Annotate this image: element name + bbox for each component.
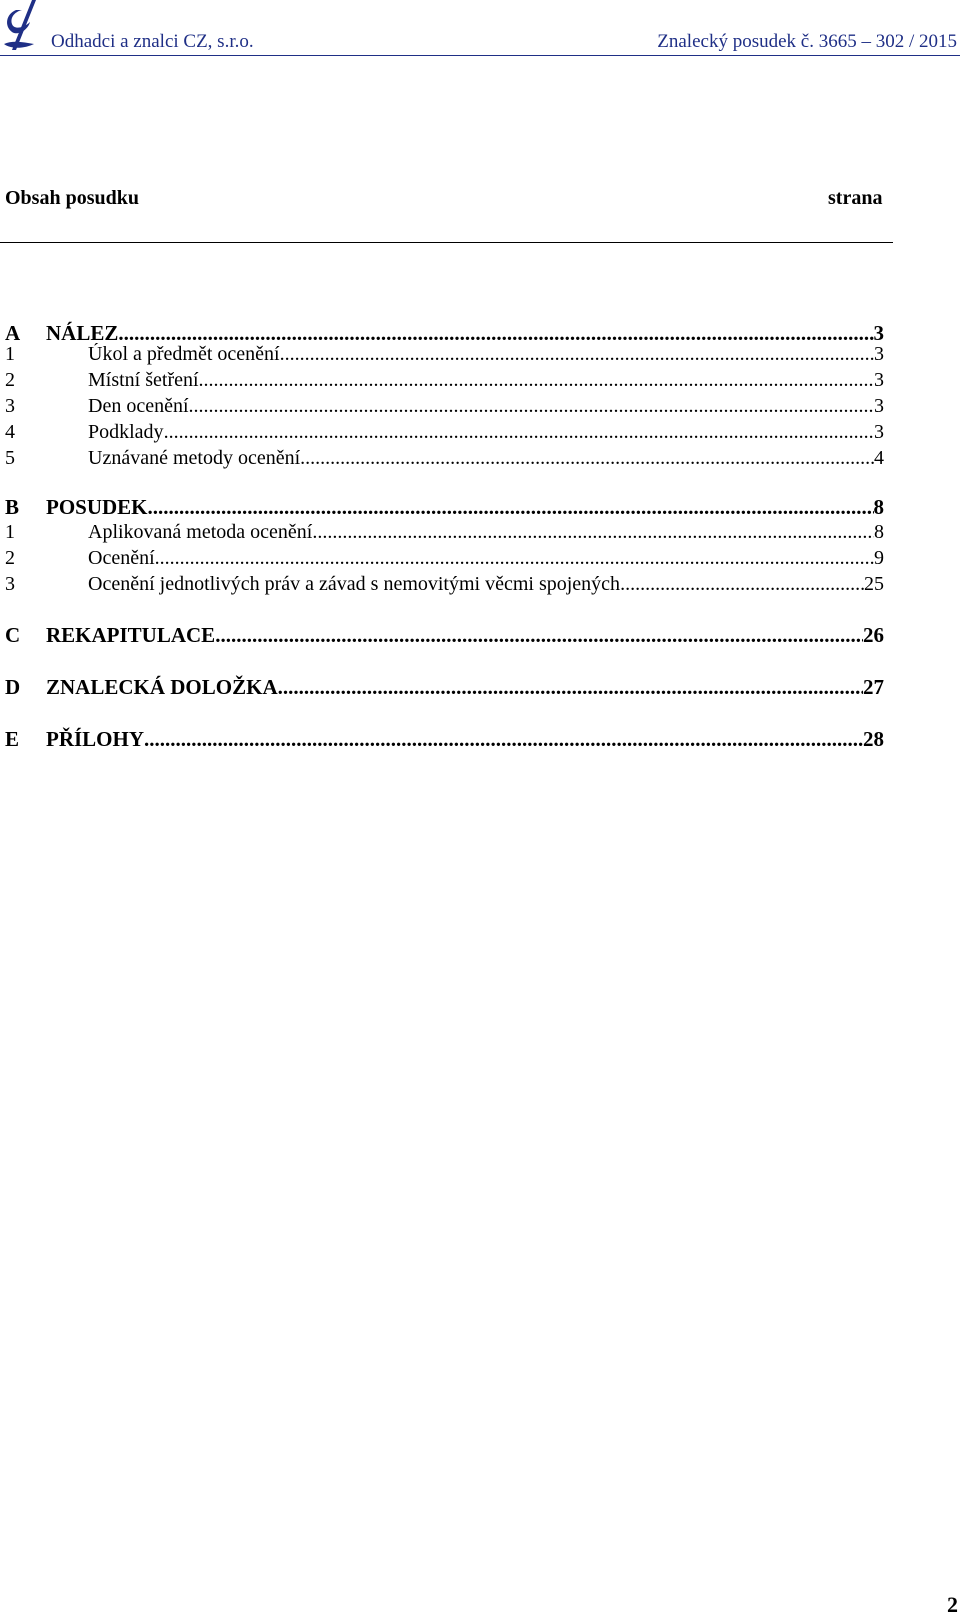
toc-entry-number: B (5, 495, 20, 519)
toc-entry-number: 5 (5, 447, 15, 469)
toc-entry-page: 28 (863, 727, 884, 751)
leader-dots (199, 369, 874, 392)
toc-entry-label: Podklady (88, 421, 164, 443)
toc-entry-d[interactable] (0, 675, 884, 702)
toc-entry-number: A (5, 321, 21, 345)
toc-entry-c[interactable] (0, 623, 884, 650)
toc-entry-number: D (5, 675, 21, 699)
leader-dots (278, 675, 863, 700)
toc-entry-page: 25 (864, 573, 884, 595)
toc-entry-page: 8 (873, 495, 884, 519)
toc-entry-page: 3 (874, 421, 884, 443)
toc-entry-number: C (5, 623, 21, 647)
leader-dots (148, 495, 874, 520)
company-name: Odhadci a znalci CZ, s.r.o. (51, 31, 254, 52)
toc-entry-label: POSUDEK (46, 495, 148, 519)
toc-entry-page: 27 (863, 675, 884, 699)
leader-dots (312, 521, 874, 544)
toc-entry-page: 8 (874, 521, 884, 543)
toc-entry-number: 2 (5, 547, 15, 569)
toc-entry-a5[interactable] (0, 447, 884, 474)
toc-entry-page: 3 (874, 395, 884, 417)
leader-dots (164, 421, 874, 444)
toc-entry-label: PŘÍLOHY (46, 727, 145, 751)
toc-entry-a3[interactable] (0, 395, 884, 422)
toc-divider (0, 242, 893, 243)
toc-entry-label: Místní šetření (88, 369, 199, 391)
toc-entry-a1[interactable] (0, 343, 884, 370)
toc-entry-b2[interactable] (0, 547, 884, 574)
toc-entry-label: REKAPITULACE (46, 623, 216, 647)
toc-title: Obsah posudku (5, 187, 139, 209)
toc-entry-number: 3 (5, 573, 15, 595)
leader-dots (620, 573, 864, 596)
toc-entry-label: Úkol a předmět ocenění (88, 343, 280, 365)
toc-entry-b1[interactable] (0, 521, 884, 548)
toc-entry-page: 3 (874, 343, 884, 365)
page-header (0, 0, 960, 58)
toc-entry-label: Ocenění (88, 547, 155, 569)
toc-entry-b[interactable] (0, 495, 884, 522)
toc-entry-label: ZNALECKÁ DOLOŽKA (46, 675, 278, 699)
toc-entry-page: 3 (873, 321, 884, 345)
leader-dots (155, 547, 874, 570)
toc-entry-number: 1 (5, 521, 15, 543)
toc-entry-number: 2 (5, 369, 15, 391)
toc-entry-e[interactable] (0, 727, 884, 754)
toc-entry-page: 3 (874, 369, 884, 391)
toc-entry-label: Ocenění jednotlivých práv a závad s nemovitými věcmi spojených (88, 573, 621, 595)
toc-entry-label: NÁLEZ (46, 321, 119, 345)
header-divider (0, 55, 960, 56)
toc-entry-label: Den ocenění (88, 395, 189, 417)
toc-entry-number: 4 (5, 421, 15, 443)
leader-dots (144, 727, 863, 752)
toc-entry-number: E (5, 727, 20, 751)
toc-entry-b3[interactable] (0, 573, 884, 600)
toc-entry-page: 9 (874, 547, 884, 569)
company-logo-icon (2, 0, 38, 52)
leader-dots (215, 623, 863, 648)
leader-dots (280, 343, 874, 366)
toc-entry-label: Uznávané metody ocenění (88, 447, 301, 469)
leader-dots (300, 447, 874, 470)
toc-entry-label: Aplikovaná metoda ocenění (88, 521, 313, 543)
leader-dots (189, 395, 874, 418)
toc-entry-page: 4 (874, 447, 884, 469)
toc-entry-a4[interactable] (0, 421, 884, 448)
report-number: Znalecký posudek č. 3665 – 302 / 2015 (657, 31, 957, 52)
toc-entry-page: 26 (863, 623, 884, 647)
page-number: 2 (947, 1592, 958, 1617)
toc-entry-number: 1 (5, 343, 15, 365)
toc-entry-number: 3 (5, 395, 15, 417)
toc-entry-a2[interactable] (0, 369, 884, 396)
toc-page-column-label: strana (828, 187, 883, 209)
